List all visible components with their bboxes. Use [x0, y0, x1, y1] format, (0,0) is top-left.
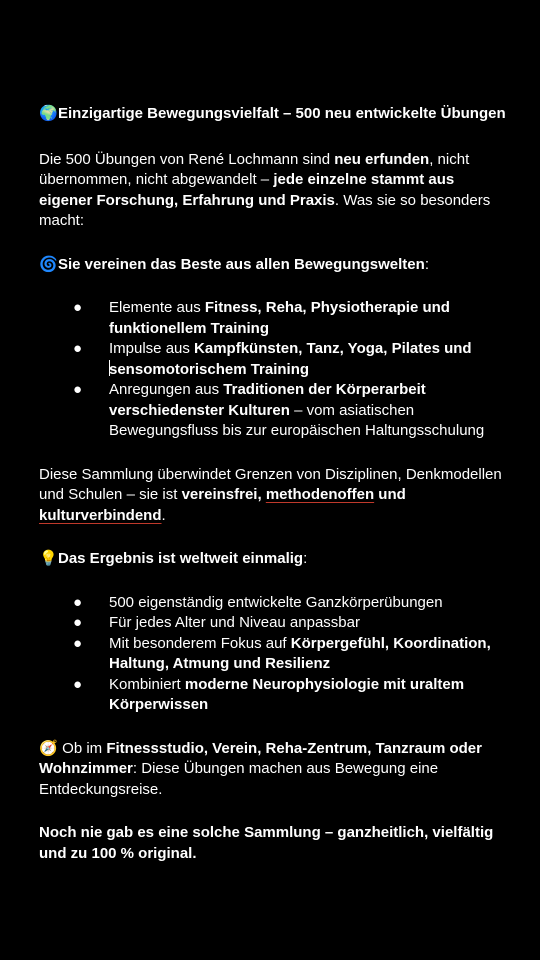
bullet-icon: ●	[73, 299, 83, 316]
compass-icon: 🧭	[39, 739, 58, 757]
list-item-text: Anregungen aus	[109, 381, 224, 398]
intro-paragraph[interactable]	[39, 150, 510, 232]
paragraph-2-bold-3: und	[374, 486, 406, 503]
intro-bold-2: jede einzelne stammt aus eigener Forschung, Erfahrung und Praxis	[39, 171, 455, 209]
section-1-colon: :	[424, 255, 429, 273]
section-1-heading	[39, 255, 510, 276]
list-item-bold: Traditionen der Körperarbeit verschiedenster Kulturen	[109, 381, 426, 419]
closing-paragraph[interactable]	[39, 823, 510, 864]
list-item[interactable]	[39, 298, 510, 339]
list-item-text: 500 eigenständig entwickelte Ganzkörperübungen	[109, 593, 443, 611]
list-item-bold: Fitness, Reha, Physiotherapie und funktionellem Training	[109, 299, 450, 337]
bullet-icon: ●	[73, 675, 83, 693]
heading-text: Einzigartige Bewegungsvielfalt – 500 neu entwickelte Übungen	[58, 105, 506, 122]
paragraph-3-end: : Diese Übungen machen aus Bewegung eine Entdeckungsreise.	[39, 760, 439, 798]
list-item[interactable]	[39, 593, 510, 614]
list-item-bold: Körpergefühl, Koordination, Haltung, Atmung und Resilienz	[109, 634, 491, 672]
bullet-icon: ●	[73, 614, 83, 631]
paragraph-3-text: Ob im	[58, 739, 107, 757]
list-item[interactable]	[39, 613, 510, 634]
section-2-heading	[39, 549, 510, 570]
intro-text-3: . Was sie so besonders macht:	[39, 191, 491, 229]
section-1-title: Sie vereinen das Beste aus allen Bewegungswelten	[58, 255, 425, 273]
document-heading	[39, 104, 510, 125]
list-item[interactable]	[39, 339, 510, 380]
list-item-text: Impulse aus	[109, 340, 195, 357]
list-item[interactable]	[39, 634, 510, 675]
spellcheck-word-kulturverbindend[interactable]: kulturverbindend	[39, 506, 162, 524]
bullet-icon: ●	[73, 593, 83, 611]
bullet-icon: ●	[73, 381, 83, 398]
lightbulb-icon: 💡	[39, 550, 58, 567]
list-item-text-after: – vom asiatischen Bewegungsfluss bis zur europäischen Haltungsschulung	[109, 401, 485, 439]
paragraph-2-end: .	[161, 506, 166, 524]
intro-text-2: , nicht übernommen, nicht abgewandelt –	[39, 150, 470, 188]
intro-bold-1: neu erfunden	[334, 150, 430, 168]
paragraph-2-text: Diese Sammlung überwindet Grenzen von Disziplinen, Denkmodellen und Schulen – sie ist	[39, 465, 502, 503]
section-2-title: Das Ergebnis ist weltweit einmalig	[58, 550, 304, 567]
intro-text-1: Die 500 Übungen von René Lochmann sind	[39, 150, 335, 168]
bullet-list-1	[39, 298, 510, 442]
senso-part: sensomotorischem Training	[109, 360, 310, 378]
bullet-icon: ●	[73, 634, 83, 652]
bullet-icon: ●	[73, 340, 83, 357]
list-item[interactable]	[39, 675, 510, 716]
closing-text: Noch nie gab es eine solche Sammlung – ganzheitlich, vielfältig und zu 100 % original.	[39, 824, 494, 862]
list-item-text: Kombiniert	[109, 675, 185, 693]
paragraph-3-bold: Fitnessstudio, Verein, Reha-Zentrum, Tanzraum oder Wohnzimmer	[39, 739, 482, 777]
list-item[interactable]	[39, 380, 510, 442]
paragraph-3[interactable]	[39, 739, 510, 801]
list-item-bold: moderne Neurophysiologie mit uraltem Körperwissen	[109, 675, 465, 713]
spellcheck-word-methodenoffen[interactable]: methodenoffen	[265, 486, 375, 503]
bullet-list-2	[39, 593, 510, 716]
paragraph-2-bold-1: vereinsfrei,	[181, 486, 266, 503]
section-2-colon: :	[303, 550, 308, 567]
list-item-text: Für jedes Alter und Niveau anpassbar	[109, 614, 360, 631]
list-item-text: Elemente aus	[109, 299, 205, 316]
list-item-text: Mit besonderem Fokus auf	[109, 634, 291, 652]
cyclone-icon: 🌀	[39, 255, 58, 273]
globe-icon: 🌍	[39, 105, 58, 122]
kampf-part: Kampfkünsten, Tanz, Yoga, Pilates und	[194, 340, 472, 357]
paragraph-2[interactable]	[39, 465, 510, 527]
